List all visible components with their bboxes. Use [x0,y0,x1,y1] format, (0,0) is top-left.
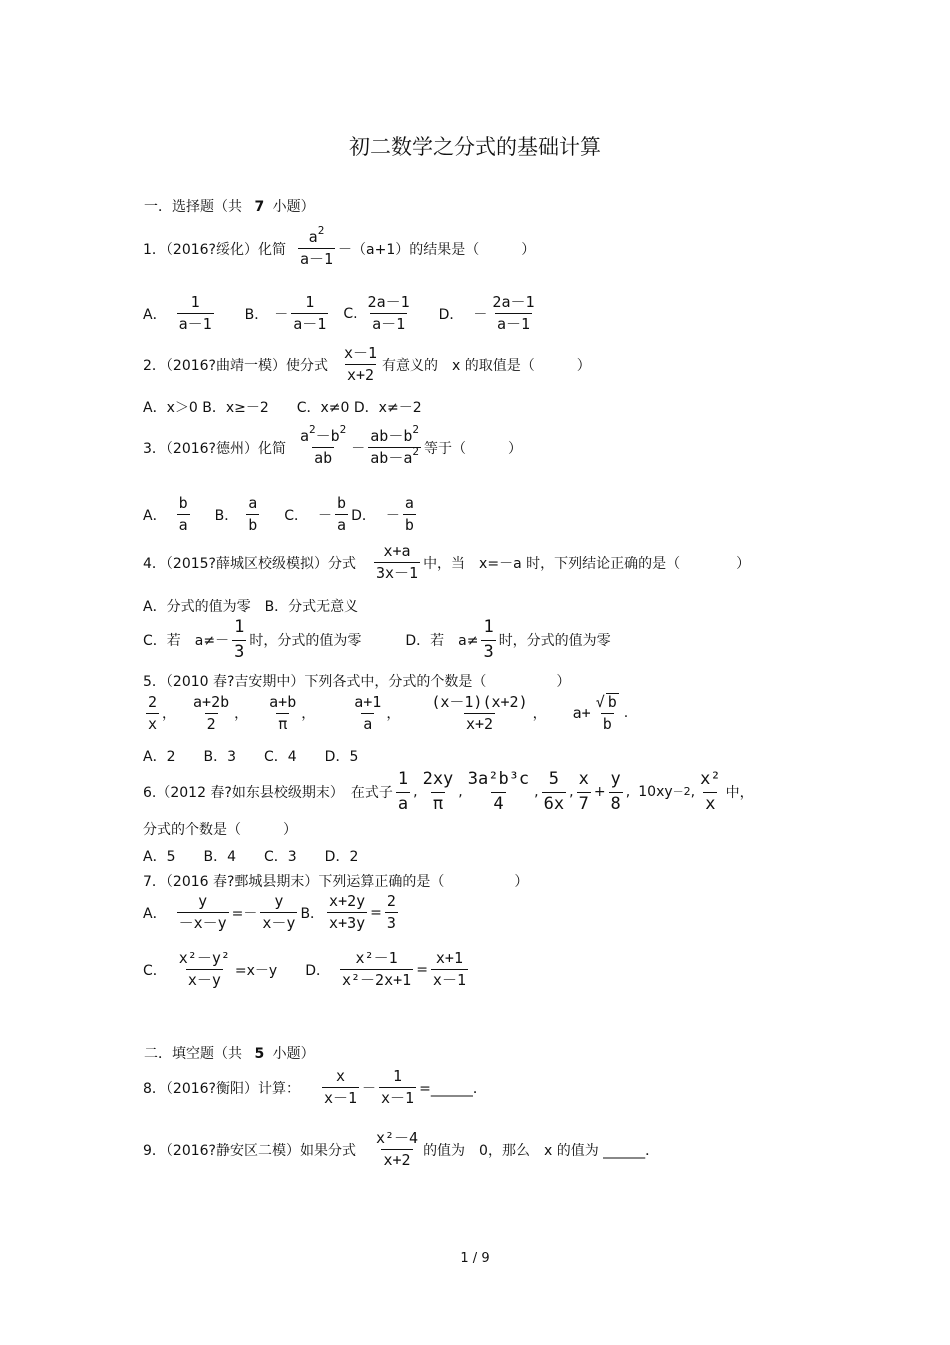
option-den: a [178,516,188,535]
section-suffix: 小题） [272,1046,315,1062]
expr-den: b [602,715,612,734]
expr-den: 8 [610,793,621,814]
q2-den: x+2 [346,366,375,385]
q4-fraction [374,543,420,583]
q1-option-d [439,294,540,334]
question-1 [143,224,536,269]
q7-a-frac-2 [260,893,297,933]
q7-a-frac-1 [177,893,229,933]
option-label: C． [143,962,167,979]
question-3 [143,423,522,468]
q3-f1-num-a: a [299,427,309,445]
q2-fraction [342,345,379,385]
expr-den: a [363,714,373,733]
expr-den: π [278,714,288,733]
section-count: 5 [254,1046,265,1062]
option-text: C．若 a≠－ [143,633,230,650]
q6-expr-1 [396,770,410,814]
option-den: a－1 [372,315,406,334]
expr-den: 7 [578,793,589,814]
expr-den: x²－2x+1 [342,971,412,990]
page-number: 1 / 9 [460,1251,490,1266]
option-sign: － [318,507,333,524]
q5-expr-6: $\frac{√ b}{b}$ [595,693,617,734]
q7-b-frac-1 [327,893,367,933]
option-sign: － [473,306,488,323]
q2-num: x－1 [343,344,378,362]
expr-num: 2 [386,892,396,910]
q3-f2-den-exp: 2 [412,445,419,459]
option-num: 1 [190,293,200,311]
q3-text-tail: 等于（ ） [424,440,522,457]
expr-den: 4 [493,793,504,814]
option-label: A． [143,905,167,922]
q3-f2-num-exp: 2 [412,423,419,436]
expr-den: x [148,714,158,733]
option-label: A． [143,306,167,323]
q3-f2-den: ab－a [370,449,413,468]
option-label: D． [438,306,464,323]
q3-f1-exp-a: 2 [309,423,316,436]
q3-fraction-1 [298,423,348,468]
q1-option-c [343,294,414,334]
section-choice-heading [144,196,315,216]
option-den: a [337,516,347,535]
q5-expr-3 [267,694,298,734]
q7-c-frac [177,950,232,990]
expr-den: a [397,793,409,814]
section-fill-heading [144,1043,315,1063]
q5-expr-2 [191,694,231,734]
q7-a-mid: =－ [231,905,258,922]
q3-options [143,495,419,535]
expr-den: x－1 [323,1089,358,1108]
option-num: b [178,494,188,512]
q1-option-b [245,294,332,334]
q2-text: 2．（2016?曲靖一模）使分式 [143,357,328,374]
q3-f1-den: ab [314,449,333,468]
option-text-tail: 时，分式的值为零 [498,633,611,650]
question-7: 7．（2016 春?鄄城县期末）下列运算正确的是（ ） [143,874,529,890]
expr-den: x－y [262,914,296,933]
expr-num: x²－1 [355,949,398,967]
expr-den: 2 [206,714,216,733]
q1-option-a [143,294,217,334]
expr-num: 1 [397,769,409,789]
expr-den: x+2 [383,1151,411,1170]
q6-frac-x [577,770,591,814]
expr-den: x+2 [465,714,494,733]
q2-text-tail: 有意义的 x 的取值是（ ） [382,357,591,374]
q1-text: 1．（2016?绥化）化简 [143,241,286,258]
q3-minus: － [351,440,366,457]
expr-num: a+2b [193,692,230,711]
expr-num: a+b [269,692,297,711]
q5-expressions: $\frac{2}{x}$ ， $\frac{a+2b}{2}$ ， $\frac{a+b}{\pi}$ ， $\frac{a+1}{a}$ ， $\frac{(x-1)(x+2)}{x+2}$ ， a+ $\frac{√ b}{b}$ . [148,692,629,734]
q4-option-c [143,618,361,662]
expr-den: x－y [187,971,221,990]
q8-frac-1 [322,1068,359,1108]
q3-text: 3．（2016?德州）化简 [143,440,286,457]
option-label: C． [284,507,309,524]
expr-num: 1 [393,1067,403,1085]
option-text: D．若 a≠ [405,633,479,650]
option-label: A． [143,507,167,524]
option-den: a－1 [178,315,212,334]
question-6: 6.（2012 春?如东县校级期末） 在式子 $\frac{1}{a}$ , $\frac{2xy}{\pi}$ , $\frac{\text{3a²b³c}}{4}$ , $\frac{5}{6x}$ , $\frac{x}{7}$ + $\frac{y}{8}$ , 10xy －2 , $\frac{\text{x²}}{x}$ 中， [143,769,754,814]
q7-b-frac-2 [385,893,398,933]
q3-fraction-2 [368,423,421,468]
option-den: 3 [234,641,245,662]
expr-num: y [610,769,621,789]
expr-den: 3 [386,914,396,933]
option-label: B． [300,905,325,922]
q3-option-a [143,495,193,535]
q1-text-tail: －（a+1）的结果是（ ） [338,241,536,258]
q4-option-d [405,618,610,662]
q8-text: 8．（2016?衡阳）计算： [143,1080,300,1097]
expr-num: (x－1)(x+2) [431,692,528,711]
q5-expr-5 [429,694,529,734]
q4-options-ab: A．分式的值为零 B．分式无意义 [143,599,359,615]
q4-options-cd [143,618,611,662]
q7-d-frac-1 [340,950,413,990]
option-den: b [248,516,258,535]
question-2 [143,345,591,385]
section-prefix: 二．填空题（共 [144,1046,242,1062]
q6-text-continued: 分式的个数是（ ） [143,822,297,838]
expr-num: x² [700,769,721,789]
option-sign: － [274,306,289,323]
q4-num: x+a [383,542,411,560]
q7-options-ab [143,893,401,933]
option-num: 1 [305,293,315,311]
option-sign: － [385,507,400,524]
q1-exp: 2 [317,224,325,237]
q4-text: 4．（2015?薛城区校级模拟）分式 [143,555,356,572]
expr-num: y [274,892,284,910]
option-num: 1 [483,617,494,637]
q6-text: 6.（2012 春?如东县校级期末） 在式子 [143,785,393,802]
question-5: 5．（2010 春?吉安期中）下列各式中，分式的个数是（ ） [143,674,571,690]
q7-d-frac-2 [431,950,468,990]
expr-num: a+1 [354,692,382,711]
expr-num: 2xy [422,769,454,789]
q9-text-tail[interactable]: 的值为 0，那么 x 的值为 ______． [423,1142,660,1159]
q5-sqrt-content: b [607,693,617,711]
section-count: 7 [254,199,265,215]
question-8 [143,1068,487,1108]
q4-den: 3x－1 [375,564,419,583]
q1-options [143,294,540,334]
q1-num: a [308,228,318,246]
q6-plus: + [593,784,606,801]
q1-den: a－1 [299,250,334,269]
q8-minus: － [362,1080,377,1097]
expr-den: x [705,793,716,814]
q5-options: A．2 B．3 C．4 D．5 [143,749,359,765]
question-4 [143,543,750,583]
expr-num: 5 [548,769,559,789]
option-label: B． [214,507,239,524]
expr-num: y [198,892,208,910]
expr-num: x+1 [435,949,463,967]
q6-expr-2 [421,770,456,814]
q1-fraction [298,224,335,269]
option-label: D． [305,962,330,979]
page-title: 初二数学之分式的基础计算 [349,135,601,159]
option-label: D． [351,507,376,524]
option-den: 3 [483,641,494,662]
q6-expr-3 [466,770,531,814]
option-num: a [404,494,414,512]
q4-text-tail: 中，当 x=－a 时，下列结论正确的是（ ） [423,555,751,572]
q6-expr-4 [542,770,566,814]
expr-num: x [578,769,589,789]
q6-options: A．5 B．4 C．3 D．2 [143,849,359,865]
question-9 [143,1130,659,1170]
expr-num: 3a²b³c [467,769,530,789]
option-text-tail: 时，分式的值为零 [249,633,362,650]
expr-num: x+2y [329,892,366,910]
section-prefix: 一．选择题（共 [144,199,242,215]
q6-term: 10xy [638,784,673,801]
option-num: 2a－1 [367,293,410,311]
option-num: a [248,494,258,512]
q3-option-b [215,495,263,535]
option-den: a－1 [496,315,530,334]
q6-expr-last [698,770,722,814]
q3-f1-exp-b: 2 [339,423,347,436]
q2-options: A．x＞0 B．x≥－2 C．x≠0 D．x≠－2 [143,400,422,416]
q5-expr-1 [146,694,159,734]
expr-den: x+3y [329,914,366,933]
option-num: b [337,494,347,512]
q7-d-mid: = [416,961,428,978]
expr-num: x²－4 [375,1129,419,1147]
q7-b-mid: = [370,904,382,921]
expr-den: x－1 [432,971,466,990]
section-suffix: 小题） [272,199,315,215]
q9-fraction [374,1130,420,1170]
q3-f2-num: ab－b [370,427,413,445]
option-label: C. [343,305,358,322]
expr-den: π [432,793,444,814]
expr-num: x²－y² [178,949,230,967]
q6-frac-y [609,770,623,814]
option-den: a－1 [293,315,327,334]
q8-frac-2 [379,1068,416,1108]
q8-answer-blank[interactable]: =______． [419,1080,487,1097]
q3-option-c [284,495,351,535]
expr-den: 6x [543,793,565,814]
q7-options-cd [143,950,471,990]
option-den: b [404,516,414,535]
option-num: 2a－1 [492,293,535,311]
option-num: 1 [234,617,245,637]
option-label: B． [244,306,269,323]
q6-text-tail: 中， [725,785,754,802]
q5-expr-4 [352,694,383,734]
q9-text: 9．（2016?静安区二模）如果分式 [143,1142,356,1159]
q3-option-d [351,495,419,535]
expr-den: x－1 [381,1089,415,1108]
q5-last-prefix: a+ [572,704,591,723]
q3-f1-num-b: －b [315,427,340,445]
q7-c-tail: =x－y [234,962,278,979]
expr-den: －x－y [178,914,227,933]
expr-num: x [335,1067,346,1085]
expr-num: 2 [148,692,158,711]
